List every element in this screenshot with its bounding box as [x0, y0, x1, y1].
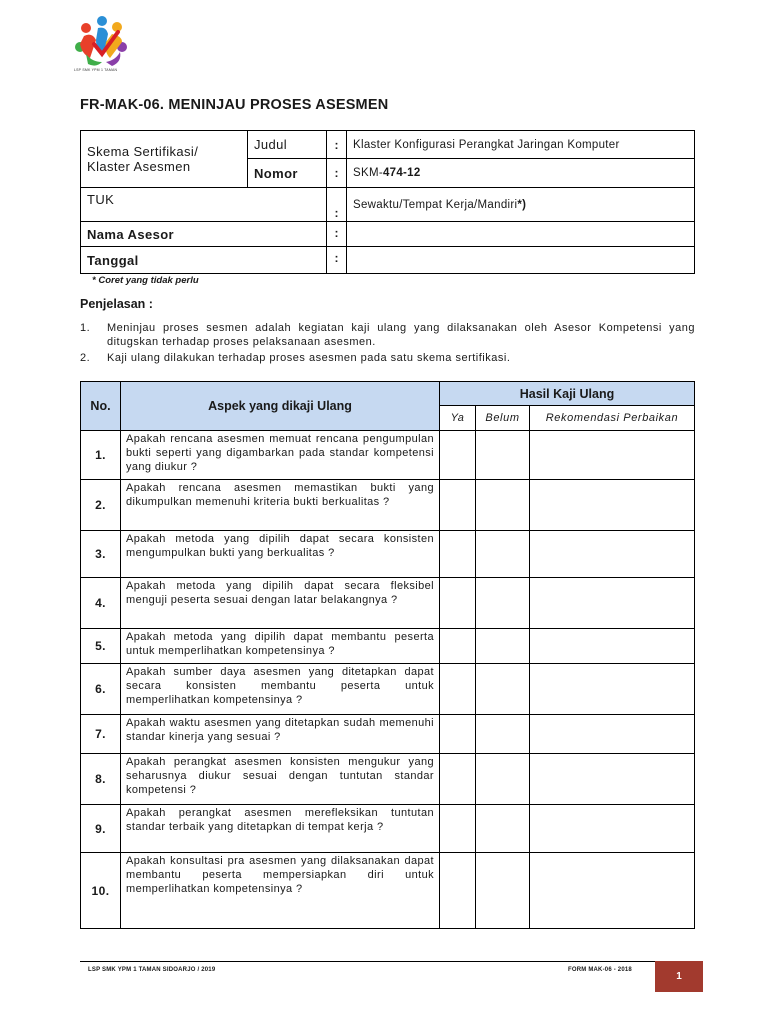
row-question: Apakah konsultasi pra asesmen yang dilaksanakan dapat membantu peserta mempersiapkan diri untuk memperlihatkan kompetensinya ? — [121, 853, 440, 929]
tuk-options: Sewaktu/Tempat Kerja/Mandiri — [353, 198, 518, 211]
belum-cell[interactable] — [476, 431, 530, 480]
belum-cell[interactable] — [476, 664, 530, 715]
explanation-text: Kaji ulang dilakukan terhadap proses asesmen pada satu skema sertifikasi. — [107, 352, 511, 364]
info-table — [80, 130, 695, 274]
belum-cell[interactable] — [476, 531, 530, 578]
ya-cell[interactable] — [440, 664, 476, 715]
nomor-prefix: SKM- — [353, 167, 383, 179]
row-number: 9. — [81, 805, 121, 853]
tanggal-label: Tanggal — [81, 247, 327, 274]
separator: : — [327, 222, 347, 247]
judul-value: Klaster Konfigurasi Perangkat Jaringan Komputer — [347, 131, 695, 159]
belum-cell[interactable] — [476, 754, 530, 805]
belum-cell[interactable] — [476, 805, 530, 853]
tuk-label: TUK — [81, 188, 327, 222]
explanation-item — [80, 321, 695, 349]
ya-cell[interactable] — [440, 805, 476, 853]
row-number: 10. — [81, 853, 121, 929]
row-question: Apakah metoda yang dipilih dapat secara konsisten mengumpulkan bukti yang berkualitas ? — [121, 531, 440, 578]
page-number: 1 — [655, 961, 703, 992]
col-aspect-header: Aspek yang dikaji Ulang — [121, 382, 440, 431]
row-question: Apakah rencana asesmen memastikan bukti yang dikumpulkan memenuhi kriteria bukti berkualitas ? — [121, 480, 440, 531]
row-question: Apakah metoda yang dipilih dapat membantu peserta untuk memperlihatkan kompetensinya ? — [121, 629, 440, 664]
col-no-header: No. — [81, 382, 121, 431]
row-number: 7. — [81, 715, 121, 754]
separator: : — [327, 159, 347, 188]
row-number: 3. — [81, 531, 121, 578]
table-row — [81, 805, 695, 853]
logo-caption: LSP SMK YPM 1 TAMAN — [74, 68, 118, 72]
footer-org: LSP SMK YPM 1 TAMAN SIDOARJO / 2019 — [88, 967, 216, 973]
explanation-heading: Penjelasan : — [80, 297, 153, 311]
rekomendasi-cell[interactable] — [530, 754, 695, 805]
row-number: 2. — [81, 480, 121, 531]
table-row — [81, 664, 695, 715]
nomor-label: Nomor — [248, 159, 327, 188]
document-title: FR-MAK-06. MENINJAU PROSES ASESMEN — [80, 97, 389, 113]
table-row — [81, 480, 695, 531]
explanation-number: 2. — [80, 352, 91, 364]
nomor-number: 474-12 — [382, 167, 421, 179]
rekomendasi-cell[interactable] — [530, 480, 695, 531]
col-belum-header: Belum — [476, 406, 530, 431]
row-question: Apakah waktu asesmen yang ditetapkan sudah memenuhi standar kinerja yang sesuai ? — [121, 715, 440, 754]
table-row — [81, 629, 695, 664]
tuk-marker: *) — [517, 198, 527, 211]
rekomendasi-cell[interactable] — [530, 853, 695, 929]
rekomendasi-cell[interactable] — [530, 629, 695, 664]
footer-form-code: FORM MAK-06 - 2018 — [568, 967, 632, 973]
ya-cell[interactable] — [440, 853, 476, 929]
table-row — [81, 531, 695, 578]
row-question: Apakah perangkat asesmen konsisten mengukur yang seharusnya diukur sesuai dengan tuntutan standar kompetensi ? — [121, 754, 440, 805]
explanation-item — [80, 351, 695, 365]
row-question: Apakah rencana asesmen memuat rencana pengumpulan bukti seperti yang digambarkan pada standar kompetensi yang diukur ? — [121, 431, 440, 480]
separator: : — [327, 188, 347, 222]
footnote: * Coret yang tidak perlu — [92, 275, 199, 286]
rekomendasi-cell[interactable] — [530, 805, 695, 853]
tuk-value — [347, 188, 695, 222]
ya-cell[interactable] — [440, 629, 476, 664]
ya-cell[interactable] — [440, 531, 476, 578]
rekomendasi-cell[interactable] — [530, 715, 695, 754]
col-rekomendasi-header: Rekomendasi Perbaikan — [530, 406, 695, 431]
ya-cell[interactable] — [440, 754, 476, 805]
row-question: Apakah metoda yang dipilih dapat secara fleksibel menguji peserta sesuai dengan latar belakangnya ? — [121, 578, 440, 629]
table-row — [81, 715, 695, 754]
separator: : — [327, 131, 347, 159]
asesor-value — [347, 222, 695, 247]
belum-cell[interactable] — [476, 578, 530, 629]
tanggal-value — [347, 247, 695, 274]
judul-label: Judul — [248, 131, 327, 159]
nomor-value — [347, 159, 695, 188]
table-row — [81, 431, 695, 480]
ya-cell[interactable] — [440, 431, 476, 480]
row-question: Apakah sumber daya asesmen yang ditetapkan dapat secara konsisten membantu peserta untuk memperlihatkan kompetensinya ? — [121, 664, 440, 715]
belum-cell[interactable] — [476, 629, 530, 664]
separator: : — [327, 247, 347, 274]
col-ya-header: Ya — [440, 406, 476, 431]
row-number: 6. — [81, 664, 121, 715]
ya-cell[interactable] — [440, 578, 476, 629]
explanation-text: Meninjau proses sesmen adalah kegiatan kaji ulang yang dilaksanakan oleh Asesor Kompetensi yang ditugskan terhadap proses pelaksanaan asesmen. — [107, 322, 695, 348]
row-number: 8. — [81, 754, 121, 805]
explanation-list — [80, 321, 695, 367]
explanation-number: 1. — [80, 322, 91, 334]
ya-cell[interactable] — [440, 480, 476, 531]
asesor-label: Nama Asesor — [81, 222, 327, 247]
table-row — [81, 578, 695, 629]
review-table — [80, 381, 695, 929]
ya-cell[interactable] — [440, 715, 476, 754]
table-row — [81, 853, 695, 929]
rekomendasi-cell[interactable] — [530, 431, 695, 480]
rekomendasi-cell[interactable] — [530, 531, 695, 578]
row-question: Apakah perangkat asesmen merefleksikan tuntutan standar terbaik yang ditetapkan di tempat kerja ? — [121, 805, 440, 853]
row-number: 4. — [81, 578, 121, 629]
skema-label: Skema Sertifikasi/ Klaster Asesmen — [81, 131, 248, 188]
row-number: 1. — [81, 431, 121, 480]
rekomendasi-cell[interactable] — [530, 578, 695, 629]
col-result-header: Hasil Kaji Ulang — [440, 382, 695, 406]
row-number: 5. — [81, 629, 121, 664]
belum-cell[interactable] — [476, 480, 530, 531]
footer-divider — [80, 961, 695, 962]
rekomendasi-cell[interactable] — [530, 664, 695, 715]
belum-cell[interactable] — [476, 715, 530, 754]
table-row — [81, 754, 695, 805]
belum-cell[interactable] — [476, 853, 530, 929]
